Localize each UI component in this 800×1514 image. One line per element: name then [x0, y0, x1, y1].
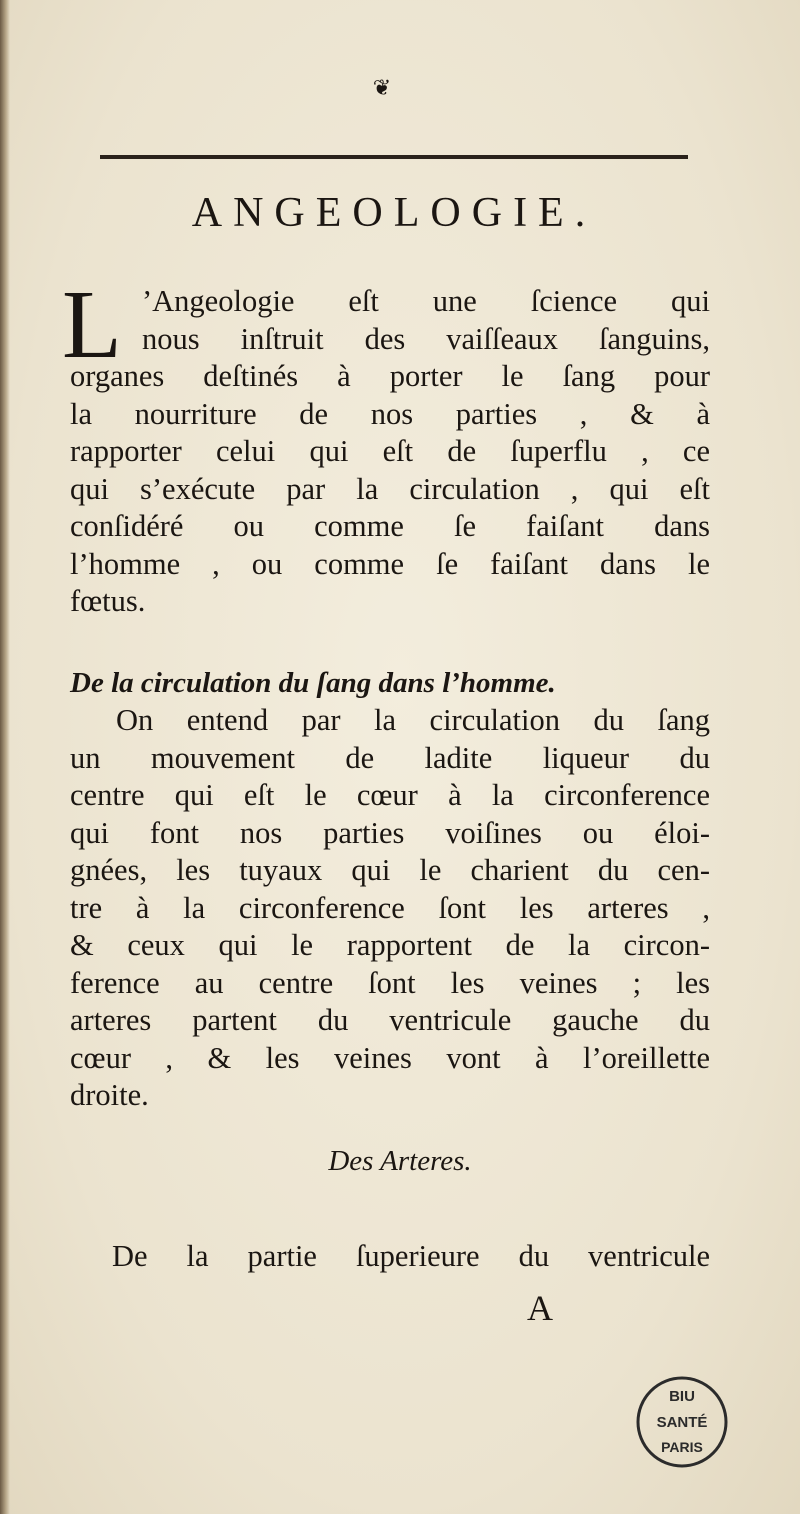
section-heading: De la circulation du ſang dans l’homme. [70, 667, 556, 699]
library-stamp [634, 1374, 730, 1470]
text-line: De la partie ſuperieure du ventricule [112, 1239, 710, 1273]
text-line: un mouvement de ladite liqueur du [70, 740, 710, 775]
page-spine-shadow [0, 0, 10, 1514]
text-line: rapporter celui qui eſt de ſuperflu , ce [70, 434, 710, 468]
circulation-paragraph [70, 702, 710, 1115]
page-title: ANGEOLOGIE. [191, 190, 597, 236]
text-line: tre à la circonference ſont les arteres , [70, 890, 710, 925]
text-line: l’homme , ou comme ſe faiſant dans le [70, 546, 710, 581]
text-line: cœur , & les veines vont à l’oreillette [70, 1040, 710, 1075]
signature-mark: A [527, 1288, 553, 1328]
text-line: centre qui eſt le cœur à la circonference [70, 778, 710, 812]
text-line: On entend par la circulation du ſang [116, 703, 710, 737]
text-line: organes deſtinés à porter le ſang pour [70, 359, 710, 393]
stamp-text: SANTÉ [656, 1414, 708, 1431]
text-line: & ceux qui le rapportent de la circon- [70, 928, 710, 962]
text-line: ’Angeologie eſt une ſcience qui [142, 284, 710, 318]
text-line: arteres partent du ventricule gauche du [70, 1003, 710, 1037]
section-heading: Des Arteres. [328, 1145, 472, 1177]
text-line: droite. [70, 1078, 149, 1112]
arteres-paragraph [70, 1238, 710, 1276]
text-line: ference au centre ſont les veines ; les [70, 965, 710, 1000]
header-rule [100, 155, 688, 159]
text-line: qui font nos parties voiſines ou éloi- [70, 815, 710, 850]
text-line: fœtus. [70, 584, 146, 618]
drop-cap: L [62, 271, 122, 379]
text-line: nous inſtruit des vaiſſeaux ſanguins, [142, 321, 710, 356]
intro-paragraph [70, 283, 710, 621]
text-line: qui s’exécute par la circulation , qui eſt [70, 471, 710, 506]
stamp-text: BIU [669, 1388, 695, 1405]
ornament-icon: ❦ [372, 76, 392, 101]
text-line: conſidéré ou comme ſe faiſant dans [70, 509, 710, 543]
text-line: gnées, les tuyaux qui le charient du cen- [70, 853, 710, 887]
stamp-text: PARIS [661, 1439, 703, 1455]
text-line: la nourriture de nos parties , & à [70, 396, 710, 431]
